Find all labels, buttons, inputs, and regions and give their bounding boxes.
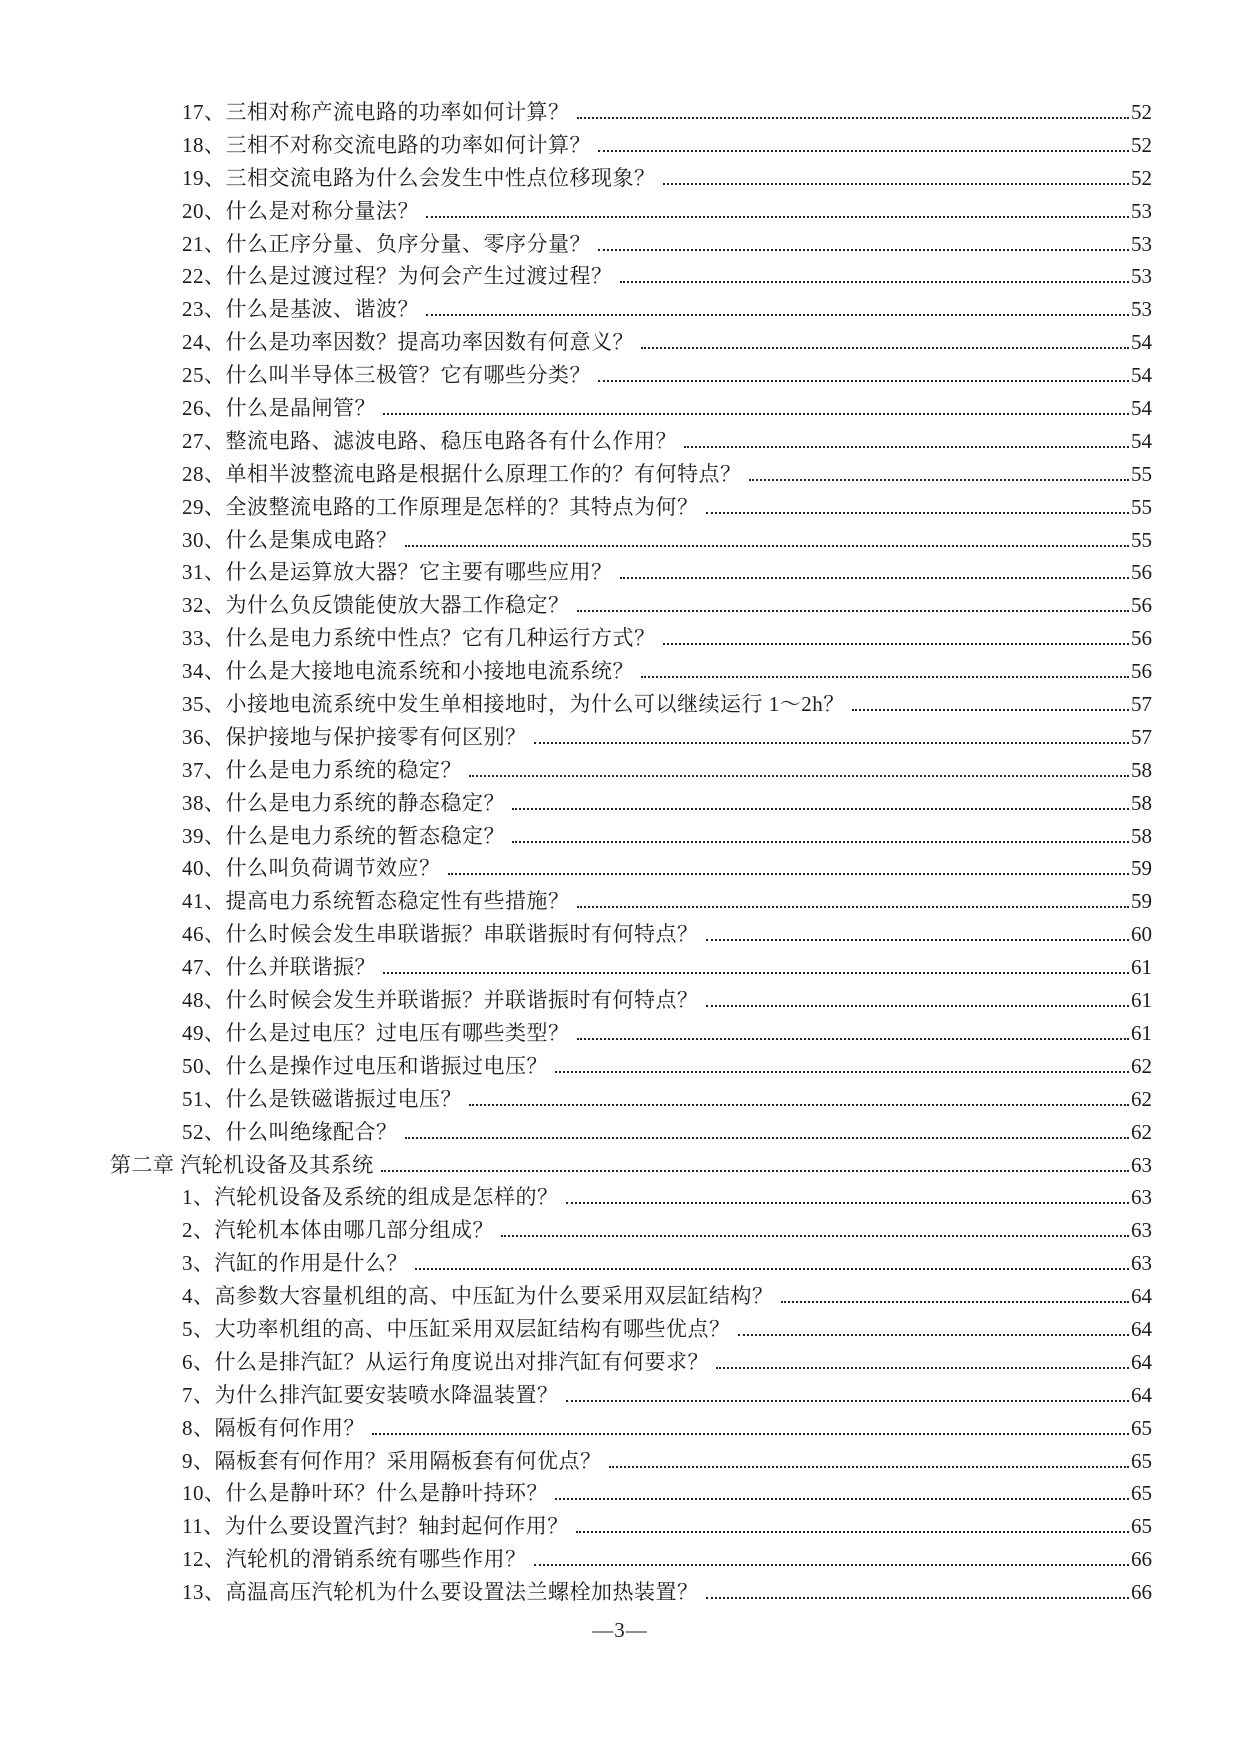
toc-entry-label: 41、提高电力系统暂态稳定性有些措施？ bbox=[182, 889, 570, 914]
toc-list bbox=[110, 96, 1152, 1609]
dot-leader bbox=[716, 1366, 1129, 1369]
dot-leader bbox=[381, 1169, 1129, 1172]
toc-entry[interactable] bbox=[110, 491, 1152, 524]
toc-entry-label: 36、保护接地与保护接零有何区别？ bbox=[182, 724, 527, 749]
toc-entry-page-number: 53 bbox=[1131, 231, 1152, 256]
toc-entry[interactable] bbox=[110, 162, 1152, 195]
toc-entry-label: 23、什么是基波、谐波？ bbox=[182, 297, 419, 322]
toc-entry[interactable] bbox=[110, 195, 1152, 228]
dot-leader bbox=[598, 379, 1129, 382]
toc-entry-page-number: 56 bbox=[1131, 593, 1152, 618]
toc-entry-page-number: 61 bbox=[1131, 988, 1152, 1013]
toc-entry[interactable] bbox=[110, 1116, 1152, 1149]
toc-entry-page-number: 64 bbox=[1131, 1284, 1152, 1309]
toc-entry[interactable] bbox=[110, 918, 1152, 951]
toc-entry-label: 5、大功率机组的高、中压缸采用双层缸结构有哪些优点？ bbox=[182, 1316, 731, 1341]
toc-chapter-entry-label: 第二章 汽轮机设备及其系统 bbox=[110, 1152, 374, 1177]
toc-entry[interactable] bbox=[110, 425, 1152, 458]
dot-leader bbox=[555, 1070, 1129, 1073]
dot-leader bbox=[426, 313, 1129, 316]
toc-chapter-entry-page-number: 63 bbox=[1131, 1152, 1152, 1177]
toc-entry[interactable] bbox=[110, 622, 1152, 655]
toc-entry[interactable] bbox=[110, 1017, 1152, 1050]
toc-entry-label: 12、汽轮机的滑销系统有哪些作用？ bbox=[182, 1547, 527, 1572]
toc-entry-label: 3、汽缸的作用是什么？ bbox=[182, 1251, 408, 1276]
toc-entry[interactable] bbox=[110, 293, 1152, 326]
toc-entry[interactable] bbox=[110, 228, 1152, 261]
toc-entry[interactable] bbox=[110, 1576, 1152, 1609]
toc-entry-page-number: 54 bbox=[1131, 428, 1152, 453]
toc-entry-label: 6、什么是排汽缸？从运行角度说出对排汽缸有何要求？ bbox=[182, 1349, 709, 1374]
toc-entry-page-number: 64 bbox=[1131, 1316, 1152, 1341]
toc-entry-page-number: 59 bbox=[1131, 889, 1152, 914]
toc-entry[interactable] bbox=[110, 655, 1152, 688]
toc-entry-label: 50、什么是操作过电压和谐振过电压？ bbox=[182, 1053, 548, 1078]
toc-entry-label: 30、什么是集成电路？ bbox=[182, 527, 398, 552]
toc-page bbox=[110, 96, 1152, 1609]
toc-entry-page-number: 62 bbox=[1131, 1086, 1152, 1111]
toc-entry[interactable] bbox=[110, 556, 1152, 589]
dot-leader bbox=[577, 116, 1130, 119]
toc-entry-page-number: 58 bbox=[1131, 757, 1152, 782]
toc-entry[interactable] bbox=[110, 392, 1152, 425]
dot-leader bbox=[738, 1333, 1130, 1336]
dot-leader bbox=[566, 1201, 1130, 1204]
toc-entry-page-number: 65 bbox=[1131, 1514, 1152, 1539]
dot-leader bbox=[577, 905, 1130, 908]
toc-entry[interactable] bbox=[110, 96, 1152, 129]
toc-entry[interactable] bbox=[110, 852, 1152, 885]
toc-entry[interactable] bbox=[110, 820, 1152, 853]
toc-entry[interactable] bbox=[110, 326, 1152, 359]
toc-entry-page-number: 64 bbox=[1131, 1349, 1152, 1374]
dot-leader bbox=[534, 741, 1130, 744]
toc-entry-page-number: 60 bbox=[1131, 922, 1152, 947]
toc-entry-label: 34、什么是大接地电流系统和小接地电流系统？ bbox=[182, 659, 634, 684]
dot-leader bbox=[415, 1267, 1129, 1270]
toc-entry-page-number: 56 bbox=[1131, 626, 1152, 651]
toc-entry-label: 20、什么是对称分量法？ bbox=[182, 198, 419, 223]
toc-entry-label: 19、三相交流电路为什么会发生中性点位移现象？ bbox=[182, 165, 656, 190]
toc-entry-label: 25、什么叫半导体三极管？它有哪些分类？ bbox=[182, 363, 591, 388]
toc-entry[interactable] bbox=[110, 1346, 1152, 1379]
dot-leader bbox=[555, 1497, 1129, 1500]
dot-leader bbox=[609, 1465, 1130, 1468]
toc-entry[interactable] bbox=[110, 524, 1152, 557]
dot-leader bbox=[383, 971, 1129, 974]
dot-leader bbox=[852, 708, 1129, 711]
dot-leader bbox=[576, 1530, 1129, 1533]
toc-entry[interactable] bbox=[110, 885, 1152, 918]
dot-leader bbox=[372, 1432, 1129, 1435]
toc-entry-page-number: 56 bbox=[1131, 560, 1152, 585]
dot-leader bbox=[512, 807, 1129, 810]
dot-leader bbox=[577, 609, 1130, 612]
toc-entry-page-number: 62 bbox=[1131, 1053, 1152, 1078]
toc-entry-label: 35、小接地电流系统中发生单相接地时，为什么可以继续运行 1～2h？ bbox=[182, 692, 845, 717]
dot-leader bbox=[663, 182, 1130, 185]
toc-entry-page-number: 55 bbox=[1131, 527, 1152, 552]
toc-entry-label: 8、隔板有何作用？ bbox=[182, 1415, 365, 1440]
toc-entry[interactable] bbox=[110, 688, 1152, 721]
toc-entry[interactable] bbox=[110, 1050, 1152, 1083]
toc-entry[interactable] bbox=[110, 1510, 1152, 1543]
dot-leader bbox=[620, 280, 1130, 283]
toc-entry[interactable] bbox=[110, 754, 1152, 787]
toc-entry-label: 17、三相对称产流电路的功率如何计算？ bbox=[182, 100, 570, 124]
toc-entry-page-number: 52 bbox=[1131, 165, 1152, 190]
dot-leader bbox=[641, 675, 1129, 678]
dot-leader bbox=[598, 248, 1129, 251]
toc-entry[interactable] bbox=[110, 260, 1152, 293]
toc-entry[interactable] bbox=[110, 951, 1152, 984]
dot-leader bbox=[405, 1136, 1130, 1139]
dot-leader bbox=[684, 445, 1129, 448]
dot-leader bbox=[598, 149, 1129, 152]
toc-entry-page-number: 58 bbox=[1131, 823, 1152, 848]
dot-leader bbox=[706, 938, 1130, 941]
toc-chapter-entry[interactable] bbox=[110, 1149, 1152, 1182]
toc-entry-page-number: 55 bbox=[1131, 461, 1152, 486]
toc-entry-page-number: 58 bbox=[1131, 790, 1152, 815]
dot-leader bbox=[577, 1037, 1130, 1040]
dot-leader bbox=[706, 1004, 1130, 1007]
toc-entry-page-number: 61 bbox=[1131, 1020, 1152, 1045]
dot-leader bbox=[383, 412, 1129, 415]
toc-entry-label: 18、三相不对称交流电路的功率如何计算？ bbox=[182, 132, 591, 157]
toc-entry[interactable] bbox=[110, 589, 1152, 622]
dot-leader bbox=[469, 1103, 1129, 1106]
toc-entry-page-number: 57 bbox=[1131, 692, 1152, 717]
toc-entry-page-number: 64 bbox=[1131, 1382, 1152, 1407]
toc-entry[interactable] bbox=[110, 984, 1152, 1017]
toc-entry-label: 21、什么正序分量、负序分量、零序分量？ bbox=[182, 231, 591, 256]
toc-entry-page-number: 53 bbox=[1131, 264, 1152, 289]
toc-entry[interactable] bbox=[110, 1412, 1152, 1445]
toc-entry[interactable] bbox=[110, 1477, 1152, 1510]
dot-leader bbox=[663, 642, 1130, 645]
toc-entry-page-number: 62 bbox=[1131, 1119, 1152, 1144]
toc-entry-label: 2、汽轮机本体由哪几部分组成？ bbox=[182, 1218, 494, 1243]
toc-entry[interactable] bbox=[110, 1445, 1152, 1478]
toc-entry-page-number: 52 bbox=[1131, 100, 1152, 124]
dot-leader bbox=[501, 1234, 1129, 1237]
toc-entry[interactable] bbox=[110, 1543, 1152, 1576]
toc-entry-label: 27、整流电路、滤波电路、稳压电路各有什么作用？ bbox=[182, 428, 677, 453]
toc-entry-page-number: 54 bbox=[1131, 330, 1152, 355]
toc-entry[interactable] bbox=[110, 721, 1152, 754]
toc-entry-label: 40、什么叫负荷调节效应？ bbox=[182, 856, 441, 881]
toc-entry-page-number: 54 bbox=[1131, 363, 1152, 388]
toc-entry-label: 13、高温高压汽轮机为什么要设置法兰螺栓加热装置？ bbox=[182, 1580, 699, 1605]
dot-leader bbox=[534, 1563, 1130, 1566]
toc-entry-label: 22、什么是过渡过程？为何会产生过渡过程？ bbox=[182, 264, 613, 289]
toc-entry-label: 7、为什么排汽缸要安装喷水降温装置？ bbox=[182, 1382, 559, 1407]
toc-entry-label: 48、什么时候会发生并联谐振？并联谐振时有何特点？ bbox=[182, 988, 699, 1013]
toc-entry[interactable] bbox=[110, 787, 1152, 820]
toc-entry-label: 9、隔板套有何作用？采用隔板套有何优点？ bbox=[182, 1448, 602, 1473]
toc-entry[interactable] bbox=[110, 129, 1152, 162]
dot-leader bbox=[641, 346, 1129, 349]
dot-leader bbox=[706, 511, 1130, 514]
toc-entry-page-number: 63 bbox=[1131, 1218, 1152, 1243]
toc-entry-label: 28、单相半波整流电路是根据什么原理工作的？有何特点？ bbox=[182, 461, 742, 486]
toc-entry-label: 38、什么是电力系统的静态稳定？ bbox=[182, 790, 505, 815]
toc-entry-page-number: 55 bbox=[1131, 494, 1152, 519]
toc-entry-label: 49、什么是过电压？过电压有哪些类型？ bbox=[182, 1020, 570, 1045]
dot-leader bbox=[781, 1300, 1130, 1303]
toc-entry-label: 52、什么叫绝缘配合？ bbox=[182, 1119, 398, 1144]
toc-entry-page-number: 53 bbox=[1131, 198, 1152, 223]
toc-entry-page-number: 63 bbox=[1131, 1185, 1152, 1210]
toc-entry[interactable] bbox=[110, 1313, 1152, 1346]
dot-leader bbox=[426, 215, 1129, 218]
toc-entry-label: 10、什么是静叶环？什么是静叶持环？ bbox=[182, 1481, 548, 1506]
toc-entry-label: 46、什么时候会发生串联谐振？串联谐振时有何特点？ bbox=[182, 922, 699, 947]
dot-leader bbox=[448, 872, 1130, 875]
dot-leader bbox=[469, 774, 1129, 777]
toc-entry-page-number: 54 bbox=[1131, 396, 1152, 421]
toc-entry-page-number: 52 bbox=[1131, 132, 1152, 157]
toc-entry-label: 37、什么是电力系统的稳定？ bbox=[182, 757, 462, 782]
toc-entry[interactable] bbox=[110, 1083, 1152, 1116]
toc-entry-page-number: 63 bbox=[1131, 1251, 1152, 1276]
toc-entry[interactable] bbox=[110, 1379, 1152, 1412]
toc-entry-label: 31、什么是运算放大器？它主要有哪些应用？ bbox=[182, 560, 613, 585]
dot-leader bbox=[566, 1399, 1130, 1402]
toc-entry-label: 4、高参数大容量机组的高、中压缸为什么要采用双层缸结构？ bbox=[182, 1284, 774, 1309]
page-footer: —3— bbox=[592, 1618, 648, 1642]
toc-entry-label: 1、汽轮机设备及系统的组成是怎样的？ bbox=[182, 1185, 559, 1210]
dot-leader bbox=[620, 576, 1130, 579]
toc-entry-page-number: 61 bbox=[1131, 955, 1152, 980]
toc-entry-page-number: 57 bbox=[1131, 724, 1152, 749]
toc-entry-label: 51、什么是铁磁谐振过电压？ bbox=[182, 1086, 462, 1111]
toc-entry[interactable] bbox=[110, 1214, 1152, 1247]
dot-leader bbox=[512, 840, 1129, 843]
toc-entry-page-number: 59 bbox=[1131, 856, 1152, 881]
toc-entry-page-number: 65 bbox=[1131, 1415, 1152, 1440]
toc-entry-page-number: 66 bbox=[1131, 1580, 1152, 1605]
toc-entry[interactable] bbox=[110, 1247, 1152, 1280]
toc-entry[interactable] bbox=[110, 359, 1152, 392]
dot-leader bbox=[706, 1596, 1130, 1599]
toc-entry-page-number: 65 bbox=[1131, 1448, 1152, 1473]
toc-entry-page-number: 66 bbox=[1131, 1547, 1152, 1572]
toc-entry-label: 47、什么并联谐振？ bbox=[182, 955, 376, 980]
toc-entry-label: 24、什么是功率因数？提高功率因数有何意义？ bbox=[182, 330, 634, 355]
dot-leader bbox=[749, 478, 1130, 481]
toc-entry-label: 39、什么是电力系统的暂态稳定？ bbox=[182, 823, 505, 848]
toc-entry-label: 32、为什么负反馈能使放大器工作稳定？ bbox=[182, 593, 570, 618]
toc-entry-label: 26、什么是晶闸管？ bbox=[182, 396, 376, 421]
toc-entry-label: 11、为什么要设置汽封？轴封起何作用？ bbox=[182, 1514, 569, 1539]
toc-entry-label: 33、什么是电力系统中性点？它有几种运行方式？ bbox=[182, 626, 656, 651]
dot-leader bbox=[405, 544, 1130, 547]
toc-entry[interactable] bbox=[110, 1280, 1152, 1313]
toc-entry-page-number: 56 bbox=[1131, 659, 1152, 684]
toc-entry[interactable] bbox=[110, 1181, 1152, 1214]
toc-entry[interactable] bbox=[110, 458, 1152, 491]
toc-entry-page-number: 53 bbox=[1131, 297, 1152, 322]
toc-entry-label: 29、全波整流电路的工作原理是怎样的？其特点为何？ bbox=[182, 494, 699, 519]
toc-entry-page-number: 65 bbox=[1131, 1481, 1152, 1506]
